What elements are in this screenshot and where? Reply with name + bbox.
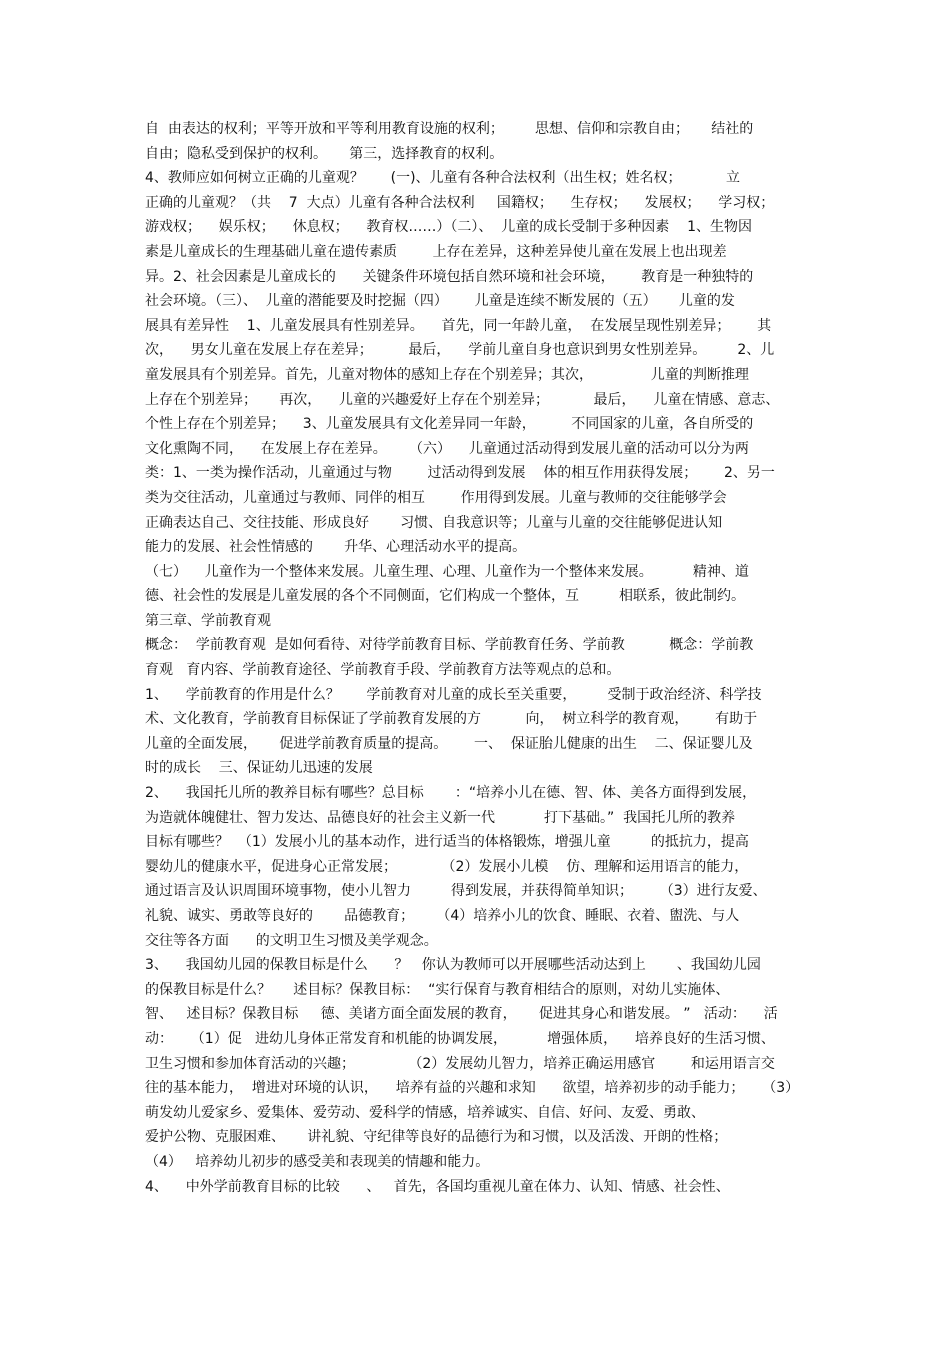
text-line: （七） 儿童作为一个整体来发展。儿童生理、心理、儿童作为一个整体来发展。 精神、道 [145,563,749,580]
text-line: 婴幼儿的健康水平，促进身心正常发展； （2）发展小儿模 仿、理解和运用语言的能力， [145,858,749,875]
text-line: 上存在个别差异； 再次， 儿童的兴趣爱好上存在个别差异； 最后， 儿童在情感、意志、 [145,391,780,408]
document-body [145,117,810,1199]
text-line: 能力的发展、社会性情感的 升华、心理活动水平的提高。 [145,539,527,556]
text-line: 展具有差异性 1、儿童发展具有性别差异。 首先，同一年龄儿童， 在发展呈现性别差异； 其 [145,317,772,334]
text-line: 通过语言及认识周围环境事物，使小儿智力 得到发展，并获得简单知识； （3）进行友爱、 [145,883,767,900]
text-line: 术、文化教育，学前教育目标保证了学前教育发展的方 向， 树立科学的教育观， 有助于 [145,711,758,728]
text-line: 目标有哪些？ （1）发展小儿的基本动作，进行适当的体格锻炼，增强儿童 的抵抗力，提高 [145,834,749,851]
text-line: （4） 培养幼儿初步的感受美和表现美的情趣和能力。 [145,1153,490,1170]
text-line: 概念： 学前教育观 是如何看待、对待学前教育目标、学前教育任务、学前教 概念：学前教 [145,637,754,654]
text-line: 正确表达自己、交往技能、形成良好 习惯、自我意识等；儿童与儿童的交往能够促进认知 [145,514,723,531]
text-line: 动： （1）促 进幼儿身体正常发育和机能的协调发展， 增强体质， 培养良好的生活习惯、 [145,1030,775,1047]
text-line: 游戏权； 娱乐权； 休息权； 教育权……）（二）、 儿童的成长受制于多种因素 1、生物因 [145,219,753,236]
text-line: 自 由表达的权利；平等开放和平等利用教育设施的权利； 思想、信仰和宗教自由； 结社的 [145,121,754,137]
text-line: 往的基本能力， 增进对环境的认识， 培养有益的兴趣和求知 欲望，培养初步的动手能力； （3） [145,1080,800,1097]
text-line: 第三章、学前教育观 [145,612,271,629]
text-line: 卫生习惯和参加体育活动的兴趣； （2）发展幼儿智力，培养正确运用感官 和运用语言交 [145,1055,775,1072]
text-line: 礼貌、诚实、勇敢等良好的 品德教育； （4）培养小儿的饮食、睡眠、衣着、盥洗、与人 [145,908,740,924]
text-line: 自由；隐私受到保护的权利。 第三，选择教育的权利。 [145,145,504,162]
text-line: 异。2、社会因素是儿童成长的 关键条件环境包括自然环境和社会环境， 教育是一种独特的 [145,268,754,285]
text-line: 类：1、一类为操作活动，儿童通过与物 过活动得到发展 体的相互作用获得发展； 2、另一 [145,465,775,482]
text-line: 萌发幼儿爱家乡、爱集体、爱劳动、爱科学的情感，培养诚实、自信、好问、友爱、勇敢、 [145,1104,705,1121]
text-line: 童发展具有个别差异。首先，儿童对物体的感知上存在个别差异；其次， 儿童的判断推理 [145,366,749,383]
text-line: 素是儿童成长的生理基础儿童在遗传素质 上存在差异，这种差异使儿童在发展上也出现差 [145,243,727,260]
text-line: 1、 学前教育的作用是什么？ 学前教育对儿童的成长至关重要， 受制于政治经济、科学技 [145,686,762,703]
text-line: 3、 我国幼儿园的保教目标是什么 ？ 你认为教师可以开展哪些活动达到上 、我国幼儿园 [145,957,761,974]
text-line: 育观 育内容、学前教育途径、学前教育手段、学前教育方法等观点的总和。 [145,662,621,679]
text-line: 为造就体魄健壮、智力发达、品德良好的社会主义新一代 打下基础。” 我国托儿所的教养 [145,809,736,826]
text-line: 的保教目标是什么？ 述目标？保教目标： “实行保育与教育相结合的原则，对幼儿实施体、 [145,981,730,998]
text-line: 个性上存在个别差异； 3、儿童发展具有文化差异同一年龄， 不同国家的儿童，各自所受的 [145,416,754,433]
text-line: 4、教师应如何树立正确的儿童观？ (一)、儿童有各种合法权利（出生权；姓名权； 立 [145,170,741,187]
text-line: 爱护公物、克服困难、 讲礼貌、守纪律等良好的品德行为和习惯，以及活泼、开朗的性格； [145,1129,728,1146]
text-line: 智、 述目标？保教目标 德、美诸方面全面发展的教育， 促进其身心和谐发展。 ” 活动： 活 [145,1006,778,1023]
text-line: 文化熏陶不同， 在发展上存在差异。 （六） 儿童通过活动得到发展儿童的活动可以分为两 [145,440,749,457]
text-line: 交往等各方面 的文明卫生习惯及美学观念。 [145,932,438,949]
text-line: 4、 中外学前教育目标的比较 、 首先，各国均重视儿童在体力、认知、情感、社会性、 [145,1178,730,1195]
text-line: 时的成长 三、保证幼儿迅速的发展 [145,760,373,777]
text-line: 德、社会性的发展是儿童发展的各个不同侧面，它们构成一个整体，互 相联系，彼此制约。 [145,588,746,605]
text-line: 类为交往活动，儿童通过与教师、同伴的相互 作用得到发展。儿童与教师的交往能够学会 [145,489,727,506]
text-line: 儿童的全面发展， 促进学前教育质量的提高。 一、 保证胎儿健康的出生 二、保证婴儿及 [145,735,753,752]
text-line: 社会环境。（三）、 儿童的潜能要及时挖掘（四） 儿童是连续不断发展的（五） 儿童的发 [145,293,735,310]
text-line: 正确的儿童观？（共 7 大点）儿童有各种合法权利 国籍权； 生存权； 发展权； 学习权； [145,194,775,211]
text-line: 次， 男女儿童在发展上存在差异； 最后， 学前儿童自身也意识到男女性别差异。 2、儿 [145,342,775,359]
text-line: 2、 我国托儿所的教养目标有哪些？总目标 ：“培养小儿在德、智、体、美各方面得到发展， [145,785,757,802]
